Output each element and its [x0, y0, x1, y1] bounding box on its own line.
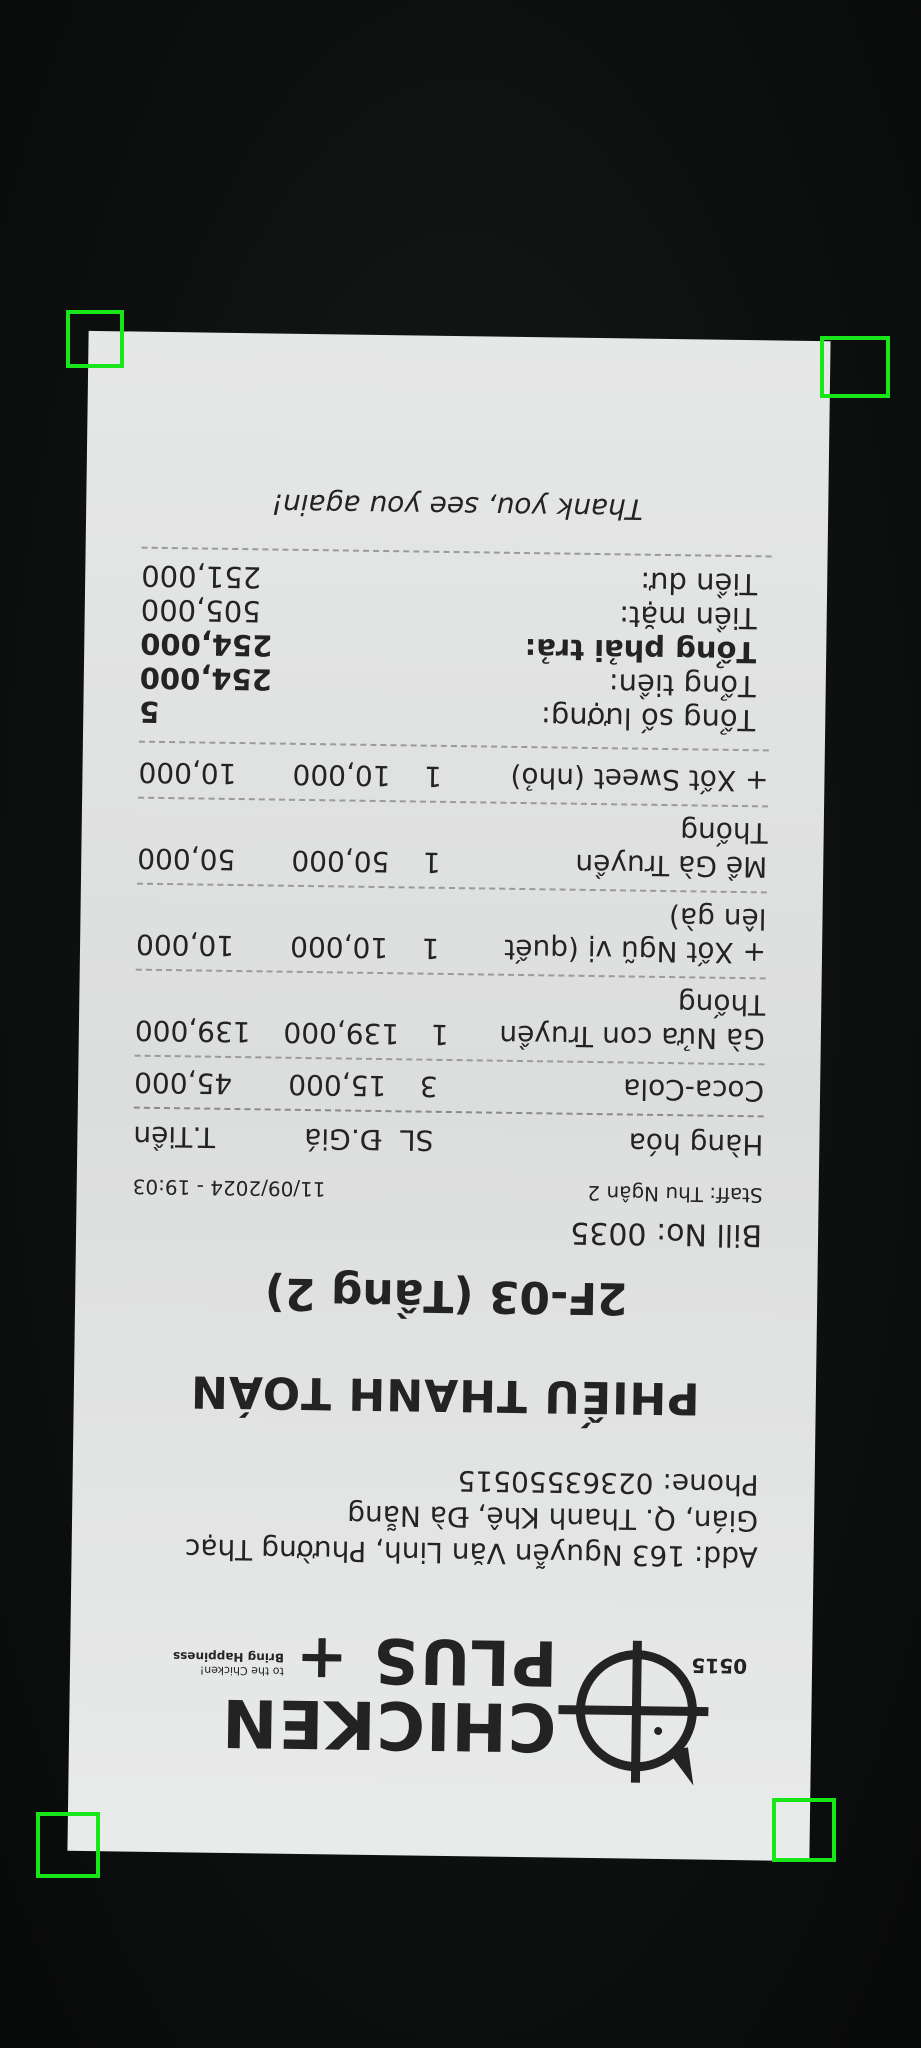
logo-tagline-small: to the Chicken! — [199, 1663, 284, 1678]
table-row — [136, 883, 767, 978]
logo-line2: PLUS + — [293, 1622, 558, 1700]
item-total: 45,000 — [133, 1065, 233, 1100]
col-price: Đ.Giá — [303, 1121, 382, 1157]
bill-datetime: 11/09/2024 - 19:03 — [132, 1174, 326, 1202]
item-qty: 1 — [423, 759, 443, 793]
total-qty-label: Tổng số lượng: — [540, 700, 756, 738]
staff-name: Staff: Thu Ngân 2 — [587, 1180, 763, 1208]
subtotal-value: 254,000 — [139, 660, 273, 697]
receipt-paper — [67, 331, 830, 1861]
cash-value: 505,000 — [140, 592, 261, 629]
item-price: 10,000 — [292, 757, 391, 793]
store-address: Add: 163 Nguyễn Văn Linh, Phường Thạc Gián, Q. Thanh Khê, Đà Nẵng — [184, 1498, 759, 1574]
payable-label: Tổng phải trả: — [524, 632, 757, 670]
items-table — [133, 741, 769, 1162]
payable-value: 254,000 — [140, 626, 273, 663]
receipt-title: PHIẾU THANH TOÁN — [189, 1365, 700, 1424]
logo-code: 0515 — [691, 1653, 748, 1679]
table-row — [135, 969, 766, 1064]
change-value: 251,000 — [140, 558, 262, 595]
item-name: + Xốt Ngũ vị (quết lên gà) — [503, 901, 767, 970]
change-label: Tiền dư: — [640, 565, 758, 602]
col-name: Hàng hóa — [628, 1126, 764, 1162]
item-total: 139,000 — [134, 1013, 251, 1049]
store-phone: Phone: 02363550515 — [457, 1464, 759, 1502]
table-row — [137, 797, 768, 892]
table-header — [133, 1107, 764, 1162]
chicken-plus-logo — [124, 1584, 757, 1793]
item-price: 10,000 — [289, 929, 389, 965]
corner-marker-bottom-right — [772, 1798, 836, 1862]
col-qty: SL — [399, 1123, 434, 1157]
corner-marker-bottom-left — [36, 1812, 100, 1878]
total-qty-value: 5 — [139, 694, 160, 729]
item-price: 50,000 — [291, 843, 390, 879]
cash-label: Tiền mặt: — [618, 599, 757, 636]
item-qty: 1 — [422, 845, 441, 879]
subtotal-label: Tổng tiền: — [608, 667, 756, 704]
item-qty: 1 — [430, 1017, 449, 1051]
table-row — [138, 741, 769, 806]
thank-you-note: Thank you, see you again! — [271, 487, 644, 526]
bill-number: Bill No: 0035 — [569, 1214, 763, 1253]
corner-marker-top-right — [820, 336, 890, 398]
logo-line1: CHICKEN — [220, 1683, 557, 1766]
col-total: T.Tiền — [133, 1119, 216, 1154]
item-name: + Xốt Sweet (nhỏ) — [510, 760, 769, 798]
table-name: 2F-03 (Tầng 2) — [264, 1267, 628, 1324]
item-total: 10,000 — [138, 755, 237, 790]
item-total: 50,000 — [137, 841, 236, 876]
table-row — [134, 1055, 765, 1116]
item-price: 15,000 — [288, 1067, 387, 1103]
item-qty: 1 — [421, 931, 440, 965]
item-name: Coca-Cola — [622, 1072, 765, 1108]
item-total: 10,000 — [135, 927, 235, 962]
item-price: 139,000 — [283, 1015, 400, 1051]
item-name: Gà Nửa con Truyền Thống — [499, 987, 766, 1056]
corner-marker-top-left — [66, 310, 124, 368]
item-qty: 3 — [419, 1069, 438, 1103]
logo-tagline: Bring Happiness — [172, 1649, 285, 1665]
item-name: Mề Gà Truyền Thống — [575, 815, 768, 884]
totals-summary — [139, 547, 771, 738]
